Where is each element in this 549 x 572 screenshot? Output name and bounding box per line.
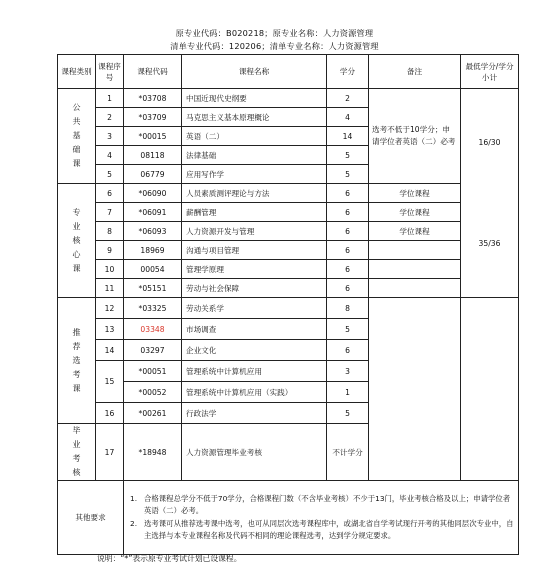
credit-cell: 3 <box>327 361 369 382</box>
list-major-line: 清单专业代码：120206；清单专业名称：人力资源管理 <box>170 41 379 51</box>
code-cell: *00261 <box>124 403 182 424</box>
seq-cell: 7 <box>96 203 124 222</box>
seq-cell: 12 <box>96 298 124 319</box>
col-header-name: 课程名称 <box>182 55 327 89</box>
col-header-seq: 课程序号 <box>96 55 124 89</box>
credit-subtotal-public: 16/30 <box>478 138 501 147</box>
code-cell: *00015 <box>124 127 182 146</box>
course-name-cell: 人员素质测评理论与方法 <box>182 184 327 203</box>
category-cell <box>58 424 96 481</box>
code-cell: 00054 <box>124 260 182 279</box>
col-header-category: 课程类别 <box>58 55 96 89</box>
code-cell: *00051 <box>124 361 182 382</box>
note-cell: 学位课程 <box>369 203 461 222</box>
credit-cell: 5 <box>327 146 369 165</box>
code-cell: 08118 <box>124 146 182 165</box>
code-cell: *06091 <box>124 203 182 222</box>
code-cell: *06090 <box>124 184 182 203</box>
code-cell: *06093 <box>124 222 182 241</box>
seq-cell: 17 <box>96 424 124 481</box>
code-cell: *05151 <box>124 279 182 298</box>
category-label: 推 荐 选 考 课 <box>72 327 81 393</box>
col-header-code: 课程代码 <box>124 55 182 89</box>
category-cell <box>58 89 96 184</box>
seq-cell: 15 <box>96 361 124 403</box>
seq-cell: 3 <box>96 127 124 146</box>
course-plan-table <box>57 54 519 555</box>
note-cell: 学位课程 <box>369 222 461 241</box>
course-name-cell: 沟通与项目管理 <box>182 241 327 260</box>
course-name-cell: 劳动与社会保障 <box>182 279 327 298</box>
credit-cell: 6 <box>327 184 369 203</box>
credit-cell: 4 <box>327 108 369 127</box>
code-cell: 03297 <box>124 340 182 361</box>
category-label: 毕 业 考 核 <box>72 426 81 477</box>
requirement-number: 2. <box>130 518 138 528</box>
category-label: 专 业 核 心 课 <box>72 207 81 273</box>
credit-cell: 6 <box>327 260 369 279</box>
credit-cell: 6 <box>327 203 369 222</box>
code-cell: 06779 <box>124 165 182 184</box>
table-row <box>58 203 519 222</box>
table-row <box>58 89 519 108</box>
table-row <box>58 298 519 319</box>
seq-cell: 11 <box>96 279 124 298</box>
col-header-min-credit: 最低学分/学分小计 <box>461 55 519 89</box>
credit-cell: 8 <box>327 298 369 319</box>
seq-cell: 1 <box>96 89 124 108</box>
credit-cell: 5 <box>327 165 369 184</box>
requirement-number: 1. <box>130 493 138 503</box>
category-label: 公 共 基 础 课 <box>72 103 81 168</box>
credit-cell: 14 <box>327 127 369 146</box>
course-name-cell: 薪酬管理 <box>182 203 327 222</box>
course-name-cell: 人力资源开发与管理 <box>182 222 327 241</box>
course-name-cell: 管理学原理 <box>182 260 327 279</box>
code-cell: 18969 <box>124 241 182 260</box>
seq-cell: 13 <box>96 319 124 340</box>
seq-cell: 5 <box>96 165 124 184</box>
table-row <box>58 260 519 279</box>
course-name-cell: 行政法学 <box>182 403 327 424</box>
credit-cell: 6 <box>327 340 369 361</box>
credit-cell: 6 <box>327 222 369 241</box>
credit-cell: 5 <box>327 403 369 424</box>
course-name-cell: 英语（二） <box>182 127 327 146</box>
seq-cell: 14 <box>96 340 124 361</box>
seq-cell: 8 <box>96 222 124 241</box>
credit-cell: 不计学分 <box>327 424 369 481</box>
elective-note-cell: 选考不低于10学分；申请学位者英语（二）必考 <box>369 89 461 184</box>
note-cell <box>369 279 461 298</box>
seq-cell: 2 <box>96 108 124 127</box>
seq-cell: 16 <box>96 403 124 424</box>
requirement-item <box>130 493 514 518</box>
course-name-cell: 管理系统中计算机应用（实践） <box>182 382 327 403</box>
table-row <box>58 222 519 241</box>
credit-cell: 2 <box>327 89 369 108</box>
course-name-cell: 人力资源管理毕业考核 <box>182 424 327 481</box>
credit-subtotal-core: 35/36 <box>478 239 501 248</box>
col-header-note: 备注 <box>369 55 461 89</box>
course-name-cell: 企业文化 <box>182 340 327 361</box>
category-cell <box>58 184 96 298</box>
code-cell: *03708 <box>124 89 182 108</box>
course-name-cell: 马克思主义基本原理概论 <box>182 108 327 127</box>
code-cell: *03325 <box>124 298 182 319</box>
table-row <box>58 241 519 260</box>
note-cell <box>369 260 461 279</box>
code-cell: 03348 <box>124 319 182 340</box>
seq-cell: 10 <box>96 260 124 279</box>
col-header-credit: 学分 <box>327 55 369 89</box>
requirement-text: 合格课程总学分不低于70学分，合格课程门数（不含毕业考核）不少于13门，毕业考核合格及以上；申请学位者英语（二）必考。 <box>144 493 511 515</box>
code-cell: *00052 <box>124 382 182 403</box>
table-row <box>58 279 519 298</box>
requirement-item <box>130 518 514 543</box>
credit-cell: 5 <box>327 319 369 340</box>
course-name-cell: 管理系统中计算机应用 <box>182 361 327 382</box>
table-row <box>58 184 519 203</box>
table-header-row <box>58 55 519 89</box>
original-major-line: 原专业代码：B020218；原专业名称：人力资源管理 <box>175 28 374 38</box>
other-requirements-label: 其他要求 <box>58 481 124 555</box>
course-name-cell: 法律基础 <box>182 146 327 165</box>
credit-subtotal-empty <box>461 298 519 481</box>
category-cell <box>58 298 96 424</box>
credit-cell: 6 <box>327 279 369 298</box>
credit-subtotal-cell <box>461 89 519 298</box>
seq-cell: 4 <box>96 146 124 165</box>
course-name-cell: 市场调查 <box>182 319 327 340</box>
note-cell: 学位课程 <box>369 184 461 203</box>
code-cell: *03709 <box>124 108 182 127</box>
other-requirements-text <box>124 481 519 555</box>
course-name-cell: 中国近现代史纲要 <box>182 89 327 108</box>
note-cell <box>369 241 461 260</box>
footnote: 说明：“*”表示原专业考试计划已设课程。 <box>97 554 242 563</box>
seq-cell: 9 <box>96 241 124 260</box>
code-cell: *18948 <box>124 424 182 481</box>
seq-cell: 6 <box>96 184 124 203</box>
credit-cell: 6 <box>327 241 369 260</box>
note-cell-empty <box>369 298 461 481</box>
course-name-cell: 应用写作学 <box>182 165 327 184</box>
other-requirements-row <box>58 481 519 555</box>
course-name-cell: 劳动关系学 <box>182 298 327 319</box>
credit-cell: 1 <box>327 382 369 403</box>
requirement-text: 选考课可从推荐选考课中选考，也可从同层次选考课程库中，或湖北省自学考试现行开考的其他同层次专业中，自主选择与本专业课程名称及代码不相同的理论课程选考，达到学分规定要求。 <box>144 518 514 540</box>
